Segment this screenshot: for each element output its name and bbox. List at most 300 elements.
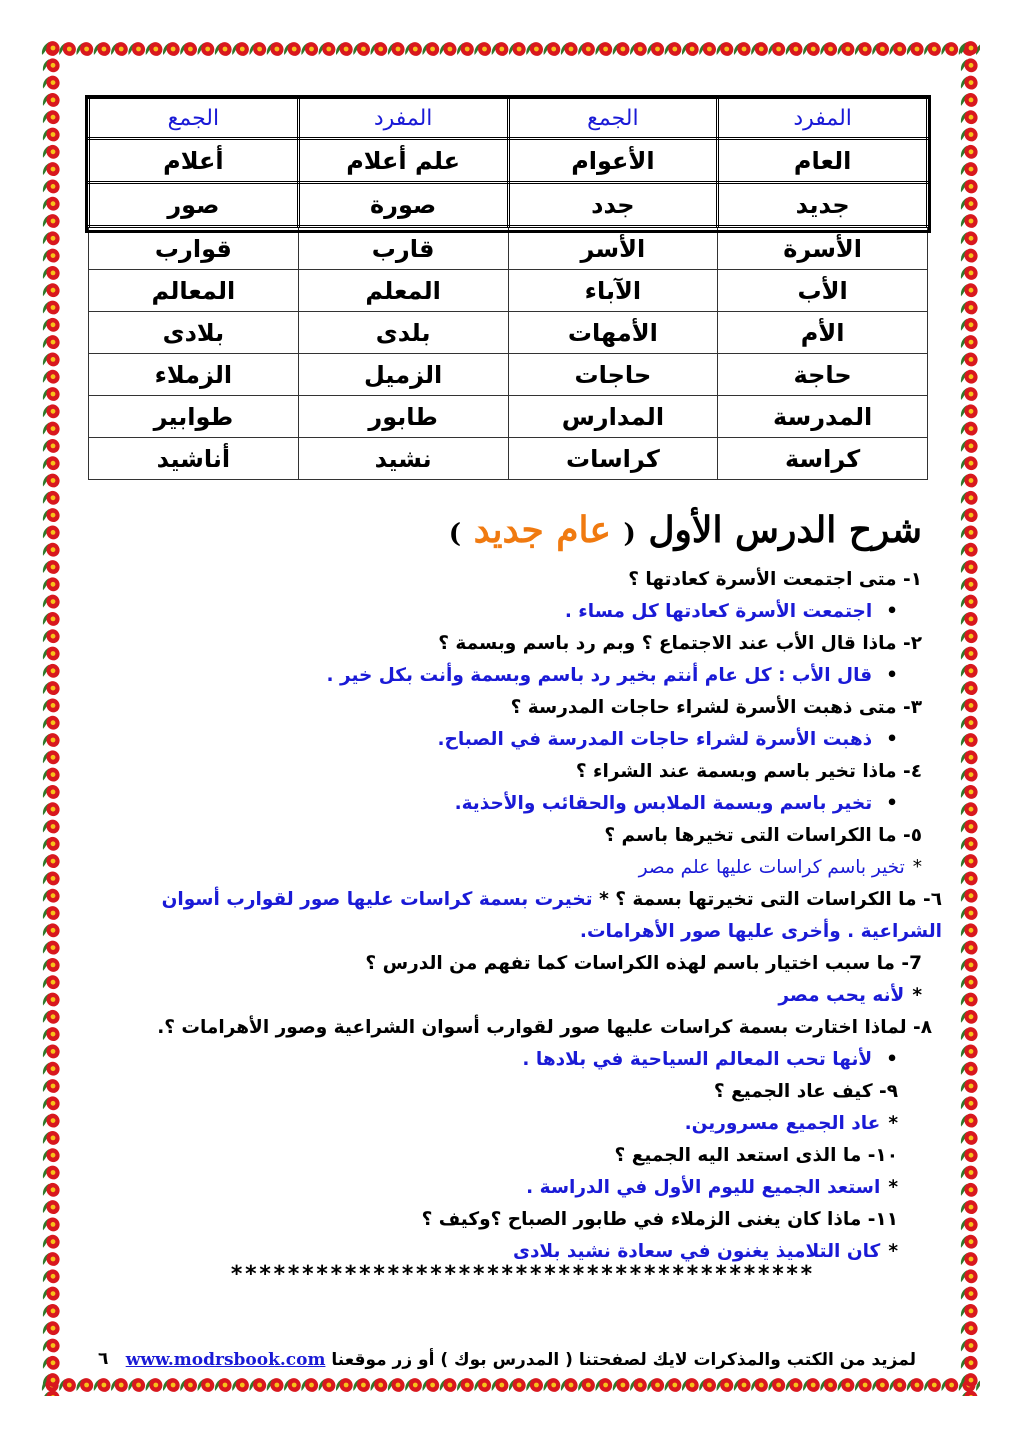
flower-ornament-icon (961, 281, 980, 299)
flower-ornament-icon (43, 1267, 62, 1285)
flower-ornament-icon (249, 40, 268, 58)
flower-ornament-icon (526, 1376, 545, 1394)
flower-ornament-icon (43, 1302, 62, 1320)
flower-ornament-icon (457, 1376, 476, 1394)
flower-ornament-icon (43, 627, 62, 645)
flower-ornament-icon (422, 40, 441, 58)
flower-ornament-icon (43, 1042, 62, 1060)
flower-ornament-icon (43, 247, 62, 265)
flower-ornament-icon (961, 869, 980, 887)
flower-ornament-icon (961, 1042, 980, 1060)
flower-ornament-icon (961, 558, 980, 576)
flower-ornament-icon (43, 575, 62, 593)
table-cell: نشيد (298, 438, 508, 480)
table-row (89, 139, 928, 183)
flower-ornament-icon (43, 471, 62, 489)
flower-ornament-icon (595, 40, 614, 58)
flower-ornament-icon (43, 956, 62, 974)
flower-ornament-icon (561, 1376, 580, 1394)
flower-ornament-icon (961, 1112, 980, 1130)
flower-ornament-icon (961, 644, 980, 662)
flower-ornament-icon (961, 627, 980, 645)
flower-ornament-icon (267, 40, 286, 58)
question-2: ٢- ماذا قال الأب عند الاجتماع ؟ وبم رد باسم وبسمة ؟ (438, 633, 922, 654)
answer-2 (100, 660, 922, 692)
page-number: ٦ (98, 1349, 109, 1369)
flower-ornament-icon (405, 40, 424, 58)
asterisk-icon: * (912, 985, 922, 1006)
flower-ornament-icon (961, 471, 980, 489)
flower-ornament-icon (699, 40, 718, 58)
flower-ornament-icon (353, 1376, 372, 1394)
flower-ornament-icon (961, 385, 980, 403)
table-header: الجمع (89, 98, 299, 139)
flower-ornament-icon (961, 1250, 980, 1268)
flower-ornament-icon (111, 40, 130, 58)
table-row (89, 396, 928, 438)
flower-ornament-icon (961, 1025, 980, 1043)
question-11: ١١- ماذا كان يغنى الزملاء في طابور الصباح ؟وكيف ؟ (421, 1209, 898, 1230)
table-cell: جدد (508, 183, 718, 227)
flower-ornament-icon (43, 852, 62, 870)
flower-ornament-icon (76, 1376, 95, 1394)
flower-ornament-icon (768, 40, 787, 58)
question-1: ١- متى اجتمعت الأسرة كعادتها ؟ (628, 569, 922, 590)
table-header-row (89, 98, 928, 139)
flower-ornament-icon (43, 1181, 62, 1199)
flower-ornament-icon (682, 1376, 701, 1394)
table-cell: صورة (298, 183, 508, 227)
flower-ornament-icon (371, 40, 390, 58)
flower-ornament-icon (961, 316, 980, 334)
flower-ornament-icon (43, 800, 62, 818)
flower-ornament-icon (59, 1376, 78, 1394)
flower-ornament-icon (961, 39, 980, 57)
table-cell: الآباء (508, 270, 718, 312)
flower-ornament-icon (180, 1376, 199, 1394)
flower-ornament-icon (803, 40, 822, 58)
flower-ornament-icon (961, 921, 980, 939)
flower-ornament-icon (284, 40, 303, 58)
flower-ornament-icon (43, 1354, 62, 1372)
flower-ornament-icon (578, 40, 597, 58)
flower-ornament-icon (43, 454, 62, 472)
question-3: ٣- متى ذهبت الأسرة لشراء حاجات المدرسة ؟ (510, 697, 922, 718)
flower-ornament-icon (336, 40, 355, 58)
flower-ornament-icon (820, 1376, 839, 1394)
flower-ornament-icon (961, 125, 980, 143)
flower-ornament-icon (907, 1376, 926, 1394)
flower-ornament-icon (961, 74, 980, 92)
flower-ornament-icon (961, 1354, 980, 1372)
flower-ornament-icon (128, 40, 147, 58)
table-row (89, 312, 928, 354)
table-row (89, 438, 928, 480)
flower-ornament-icon (43, 333, 62, 351)
flower-ornament-icon (751, 1376, 770, 1394)
table-cell: الأمهات (508, 312, 718, 354)
flower-ornament-icon (961, 247, 980, 265)
flower-ornament-icon (198, 40, 217, 58)
flower-ornament-icon (855, 1376, 874, 1394)
flower-ornament-icon (961, 783, 980, 801)
flower-ornament-icon (301, 40, 320, 58)
flower-ornament-icon (907, 40, 926, 58)
flower-ornament-icon (961, 229, 980, 247)
flower-ornament-icon (961, 800, 980, 818)
flower-ornament-icon (43, 160, 62, 178)
flower-ornament-icon (128, 1376, 147, 1394)
flower-ornament-icon (353, 40, 372, 58)
flower-ornament-icon (786, 40, 805, 58)
flower-ornament-icon (961, 939, 980, 957)
flower-ornament-icon (961, 1198, 980, 1216)
table-row (89, 354, 928, 396)
flower-ornament-icon (961, 368, 980, 386)
asterisk-icon: * (599, 889, 609, 910)
flower-ornament-icon (647, 40, 666, 58)
bullet-icon: • (886, 665, 898, 686)
table-cell: الأسر (508, 227, 718, 270)
flower-ornament-icon (43, 1388, 62, 1396)
flower-ornament-icon (961, 1388, 980, 1396)
flower-ornament-icon (388, 40, 407, 58)
flower-ornament-icon (43, 1336, 62, 1354)
flower-ornament-icon (578, 1376, 597, 1394)
flower-ornament-icon (961, 212, 980, 230)
flower-ornament-icon (59, 40, 78, 58)
flower-ornament-icon (43, 904, 62, 922)
table-header: الجمع (508, 98, 718, 139)
answer-6: تخيرت بسمة كراسات عليها صور لقوارب أسوان الشراعية . وأخرى عليها صور الأهرامات. (161, 889, 942, 942)
answer-text: لأنه يحب مصر (778, 985, 905, 1006)
flower-ornament-icon (43, 523, 62, 541)
flower-ornament-icon (43, 489, 62, 507)
flower-ornament-icon (319, 40, 338, 58)
flower-ornament-icon (838, 1376, 857, 1394)
flower-ornament-icon (198, 1376, 217, 1394)
flower-ornament-icon (961, 108, 980, 126)
flower-ornament-icon (961, 1060, 980, 1078)
table-row (89, 183, 928, 227)
flower-ornament-icon (961, 437, 980, 455)
table-row (89, 227, 928, 270)
flower-ornament-icon (595, 1376, 614, 1394)
flower-ornament-icon (961, 696, 980, 714)
table-header: المفرد (298, 98, 508, 139)
flower-ornament-icon (855, 40, 874, 58)
flower-ornament-icon (665, 40, 684, 58)
flower-ornament-icon (961, 1215, 980, 1233)
flower-ornament-icon (111, 1376, 130, 1394)
flower-ornament-icon (215, 40, 234, 58)
question-8: ٨- لماذا اختارت بسمة كراسات عليها صور لقوارب أسوان الشراعية وصور الأهرامات ؟. (157, 1017, 932, 1038)
title-paren-open: ( (623, 519, 636, 549)
flower-ornament-icon (961, 731, 980, 749)
flower-ornament-icon (146, 40, 165, 58)
decorative-border-left (40, 38, 62, 1396)
flower-ornament-icon (267, 1376, 286, 1394)
flower-ornament-icon (388, 1376, 407, 1394)
flower-ornament-icon (961, 1267, 980, 1285)
question-7: 7- ما سبب اختيار باسم لهذه الكراسات كما تفهم من الدرس ؟ (365, 953, 922, 974)
flower-ornament-icon (838, 40, 857, 58)
flower-ornament-icon (94, 1376, 113, 1394)
flower-ornament-icon (961, 1146, 980, 1164)
bullet-icon: • (886, 601, 898, 622)
flower-ornament-icon (43, 541, 62, 559)
flower-ornament-icon (786, 1376, 805, 1394)
answer-9 (100, 1108, 922, 1140)
flower-ornament-icon (43, 1146, 62, 1164)
flower-ornament-icon (961, 1336, 980, 1354)
flower-ornament-icon (43, 195, 62, 213)
flower-ornament-icon (43, 385, 62, 403)
flower-ornament-icon (682, 40, 701, 58)
flower-ornament-icon (43, 817, 62, 835)
flower-ornament-icon (961, 990, 980, 1008)
flower-ornament-icon (43, 731, 62, 749)
flower-ornament-icon (249, 1376, 268, 1394)
flower-ornament-icon (474, 1376, 493, 1394)
table-cell: علم أعلام (298, 139, 508, 183)
answer-10 (100, 1172, 922, 1204)
flower-ornament-icon (43, 869, 62, 887)
flower-ornament-icon (665, 1376, 684, 1394)
table-cell: قارب (298, 227, 508, 270)
flower-ornament-icon (961, 1077, 980, 1095)
flower-ornament-icon (43, 350, 62, 368)
flower-ornament-icon (43, 1198, 62, 1216)
table-cell: أعلام (89, 139, 299, 183)
table-cell: أناشيد (89, 438, 299, 480)
flower-ornament-icon (43, 125, 62, 143)
answer-text: اجتمعت الأسرة كعادتها كل مساء . (564, 601, 873, 622)
flower-ornament-icon (961, 333, 980, 351)
flower-ornament-icon (509, 40, 528, 58)
answer-7 (100, 980, 922, 1012)
flower-ornament-icon (630, 40, 649, 58)
flower-ornament-icon (544, 1376, 563, 1394)
table-cell: بلدى (298, 312, 508, 354)
flower-ornament-icon (961, 91, 980, 109)
flower-ornament-icon (961, 679, 980, 697)
flower-ornament-icon (820, 40, 839, 58)
flower-ornament-icon (961, 662, 980, 680)
flower-ornament-icon (699, 1376, 718, 1394)
flower-ornament-icon (43, 1094, 62, 1112)
flower-ornament-icon (961, 1094, 980, 1112)
flower-ornament-icon (43, 212, 62, 230)
separator-stars: ***************************************** (230, 1262, 815, 1287)
flower-ornament-icon (43, 644, 62, 662)
flower-ornament-icon (647, 1376, 666, 1394)
flower-ornament-icon (43, 229, 62, 247)
footer-text: لمزيد من الكتب والمذكرات لايك لصفحتنا ( المدرس بوك ) أو زر موقعنا (331, 1350, 916, 1370)
flower-ornament-icon (751, 40, 770, 58)
flower-ornament-icon (768, 1376, 787, 1394)
flower-ornament-icon (961, 160, 980, 178)
flower-ornament-icon (284, 1376, 303, 1394)
flower-ornament-icon (43, 1371, 62, 1389)
flower-ornament-icon (961, 1233, 980, 1251)
table-header: المفرد (718, 98, 928, 139)
answer-text: تخير باسم كراسات عليها علم مصر (638, 857, 905, 878)
flower-ornament-icon (961, 298, 980, 316)
flower-ornament-icon (43, 610, 62, 628)
asterisk-icon: * (912, 857, 922, 878)
flower-ornament-icon (961, 835, 980, 853)
flower-ornament-icon (43, 264, 62, 282)
answer-text: لأنها تحب المعالم السياحية في بلادها . (522, 1049, 873, 1070)
flower-ornament-icon (526, 40, 545, 58)
table-cell: بلادى (89, 312, 299, 354)
answer-text: كان التلاميذ يغنون في سعادة نشيد بلادى (512, 1241, 881, 1262)
table-cell: قوارب (89, 227, 299, 270)
flower-ornament-icon (43, 714, 62, 732)
flower-ornament-icon (43, 1163, 62, 1181)
title-paren-close: ) (448, 519, 462, 549)
answer-1 (100, 596, 922, 628)
flower-ornament-icon (440, 1376, 459, 1394)
flower-ornament-icon (43, 56, 62, 74)
flower-ornament-icon (43, 1112, 62, 1130)
flower-ornament-icon (43, 298, 62, 316)
answer-text: تخير باسم وبسمة الملابس والحقائب والأحذية. (454, 793, 873, 814)
flower-ornament-icon (961, 56, 980, 74)
flower-ornament-icon (717, 1376, 736, 1394)
flower-ornament-icon (43, 1025, 62, 1043)
table-cell: الأم (718, 312, 928, 354)
table-cell: المعالم (89, 270, 299, 312)
flower-ornament-icon (961, 1302, 980, 1320)
flower-ornament-icon (43, 1285, 62, 1303)
table-cell: الأعوام (508, 139, 718, 183)
flower-ornament-icon (146, 1376, 165, 1394)
flower-ornament-icon (43, 91, 62, 109)
flower-ornament-icon (43, 368, 62, 386)
flower-ornament-icon (43, 437, 62, 455)
flower-ornament-icon (43, 662, 62, 680)
lesson-title-highlight: عام جديد (473, 509, 611, 551)
table-cell: حاجة (718, 354, 928, 396)
flower-ornament-icon (163, 40, 182, 58)
flower-ornament-icon (43, 74, 62, 92)
flower-ornament-icon (961, 1008, 980, 1026)
website-link[interactable]: www.modrsbook.com (125, 1350, 326, 1370)
flower-ornament-icon (232, 1376, 251, 1394)
flower-ornament-icon (961, 973, 980, 991)
flower-ornament-icon (457, 40, 476, 58)
flower-ornament-icon (43, 1233, 62, 1251)
flower-ornament-icon (961, 177, 980, 195)
flower-ornament-icon (43, 39, 62, 57)
flower-ornament-icon (717, 40, 736, 58)
table-row (89, 270, 928, 312)
lesson-section (100, 506, 942, 1268)
question-4: ٤- ماذا تخير باسم وبسمة عند الشراء ؟ (575, 761, 922, 782)
answer-4 (100, 788, 922, 820)
asterisk-icon: * (888, 1241, 898, 1262)
table-cell: الأب (718, 270, 928, 312)
table-cell: صور (89, 183, 299, 227)
flower-ornament-icon (301, 1376, 320, 1394)
flower-ornament-icon (371, 1376, 390, 1394)
decorative-border-bottom (40, 1374, 980, 1396)
flower-ornament-icon (163, 1376, 182, 1394)
flower-ornament-icon (94, 40, 113, 58)
flower-ornament-icon (43, 1319, 62, 1337)
flower-ornament-icon (43, 783, 62, 801)
flower-ornament-icon (43, 316, 62, 334)
flower-ornament-icon (924, 1376, 943, 1394)
table-cell: العام (718, 139, 928, 183)
flower-ornament-icon (405, 1376, 424, 1394)
table-cell: المدارس (508, 396, 718, 438)
table-cell: حاجات (508, 354, 718, 396)
flower-ornament-icon (961, 610, 980, 628)
flower-ornament-icon (43, 558, 62, 576)
flower-ornament-icon (43, 696, 62, 714)
flower-ornament-icon (43, 1250, 62, 1268)
flower-ornament-icon (961, 593, 980, 611)
flower-ornament-icon (43, 1077, 62, 1095)
flower-ornament-icon (43, 177, 62, 195)
flower-ornament-icon (961, 852, 980, 870)
flower-ornament-icon (872, 40, 891, 58)
flower-ornament-icon (924, 40, 943, 58)
flower-ornament-icon (474, 40, 493, 58)
flower-ornament-icon (961, 143, 980, 161)
flower-ornament-icon (43, 143, 62, 161)
decorative-border-right (958, 38, 980, 1396)
flower-ornament-icon (319, 1376, 338, 1394)
flower-ornament-icon (43, 766, 62, 784)
table-cell: الزميل (298, 354, 508, 396)
flower-ornament-icon (544, 40, 563, 58)
flower-ornament-icon (961, 489, 980, 507)
answer-text: استعد الجميع لليوم الأول في الدراسة . (526, 1177, 881, 1198)
flower-ornament-icon (43, 402, 62, 420)
lesson-title (100, 506, 922, 558)
flower-ornament-icon (961, 714, 980, 732)
flower-ornament-icon (872, 1376, 891, 1394)
answer-8 (100, 1044, 922, 1076)
table-cell: المعلم (298, 270, 508, 312)
asterisk-icon: * (888, 1177, 898, 1198)
flower-ornament-icon (43, 281, 62, 299)
flower-ornament-icon (961, 575, 980, 593)
answer-text: قال الأب : كل عام أنتم بخير رد باسم وبسمة وأنت بكل خير . (326, 665, 873, 686)
flower-ornament-icon (561, 40, 580, 58)
footer (96, 1350, 916, 1370)
flower-ornament-icon (961, 766, 980, 784)
flower-ornament-icon (803, 1376, 822, 1394)
table-cell: جديد (718, 183, 928, 227)
flower-ornament-icon (43, 835, 62, 853)
flower-ornament-icon (961, 1319, 980, 1337)
lesson-title-text: شرح الدرس الأول (648, 509, 922, 551)
flower-ornament-icon (43, 420, 62, 438)
flower-ornament-icon (630, 1376, 649, 1394)
flower-ornament-icon (961, 420, 980, 438)
flower-ornament-icon (961, 1129, 980, 1147)
flower-ornament-icon (961, 1181, 980, 1199)
table-cell: كراسات (508, 438, 718, 480)
answer-text: ذهبت الأسرة لشراء حاجات المدرسة في الصباح. (437, 729, 873, 750)
flower-ornament-icon (492, 1376, 511, 1394)
bullet-icon: • (886, 793, 898, 814)
